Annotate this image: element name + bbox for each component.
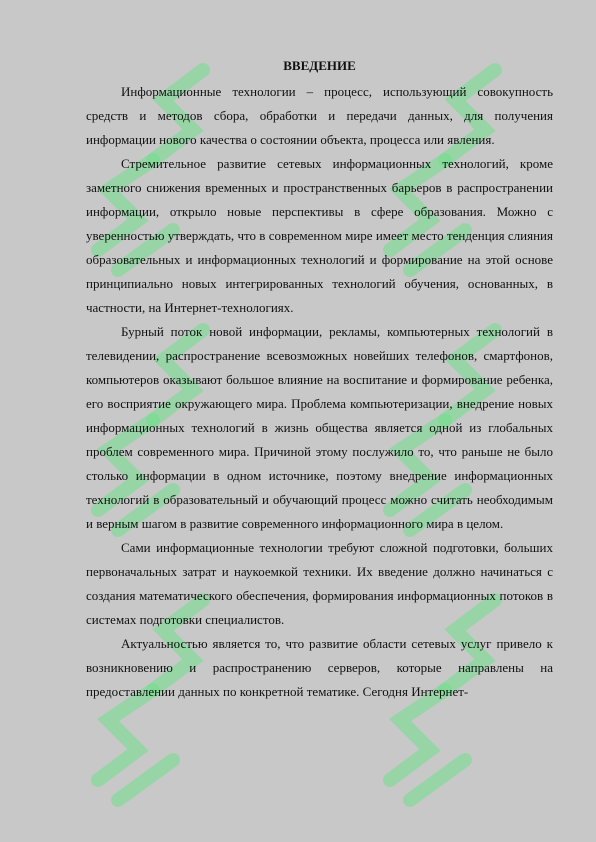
paragraph-4: Сами информационные технологии требуют сложной подготовки, больших первоначальных затрат и наукоемкой техники. Их введение должно начинаться с создания математического обеспечения, формирования информационных потоков в системах подготовки специалистов. <box>86 540 553 627</box>
paragraph-5: Актуальностью является то, что развитие области сетевых услуг привело к возникновению и распространению серверов, которые направлены на предоставлении данных по конкретной тематике. Сегодня Интернет- <box>86 636 553 699</box>
paragraph-2: Стремительное развитие сетевых информационных технологий, кроме заметного снижения временных и пространственных барьеров в распространении информации, открыло новые перспективы в сфере образования. Можно с уверенностью утверждать, что в современном мире имеет место тенденция слияния образовательных и информационных технологий и формирование на этой основе принципиально новых интегрированных технологий обучения, основанных, в частности, на Интернет-технологиях. <box>86 156 553 315</box>
paragraph-1: Информационные технологии – процесс, использующий совокупность средств и методов сбора, обработки и передачи данных, для получения информации нового качества о состоянии объекта, процесса или явления. <box>86 84 553 147</box>
paragraph-3: Бурный поток новой информации, рекламы, компьютерных технологий в телевидении, распространение всевозможных новейших телефонов, смартфонов, компьютеров оказывают большое влияние на воспитание и формирование ребенка, его восприятие окружающего мира. Проблема компьютеризации, внедрение новых информационных технологий в жизнь общества является одной из глобальных проблем современного мира. Причиной этому послужило то, что раньше не было столько информации в одном источнике, поэтому внедрение информационных технологий в образовательный и обучающий процесс можно считать необходимым и верным шагом в развитие современного информационного мира в целом. <box>86 324 553 531</box>
document-title: ВВЕДЕНИЕ <box>283 58 356 73</box>
document-page <box>86 56 553 704</box>
